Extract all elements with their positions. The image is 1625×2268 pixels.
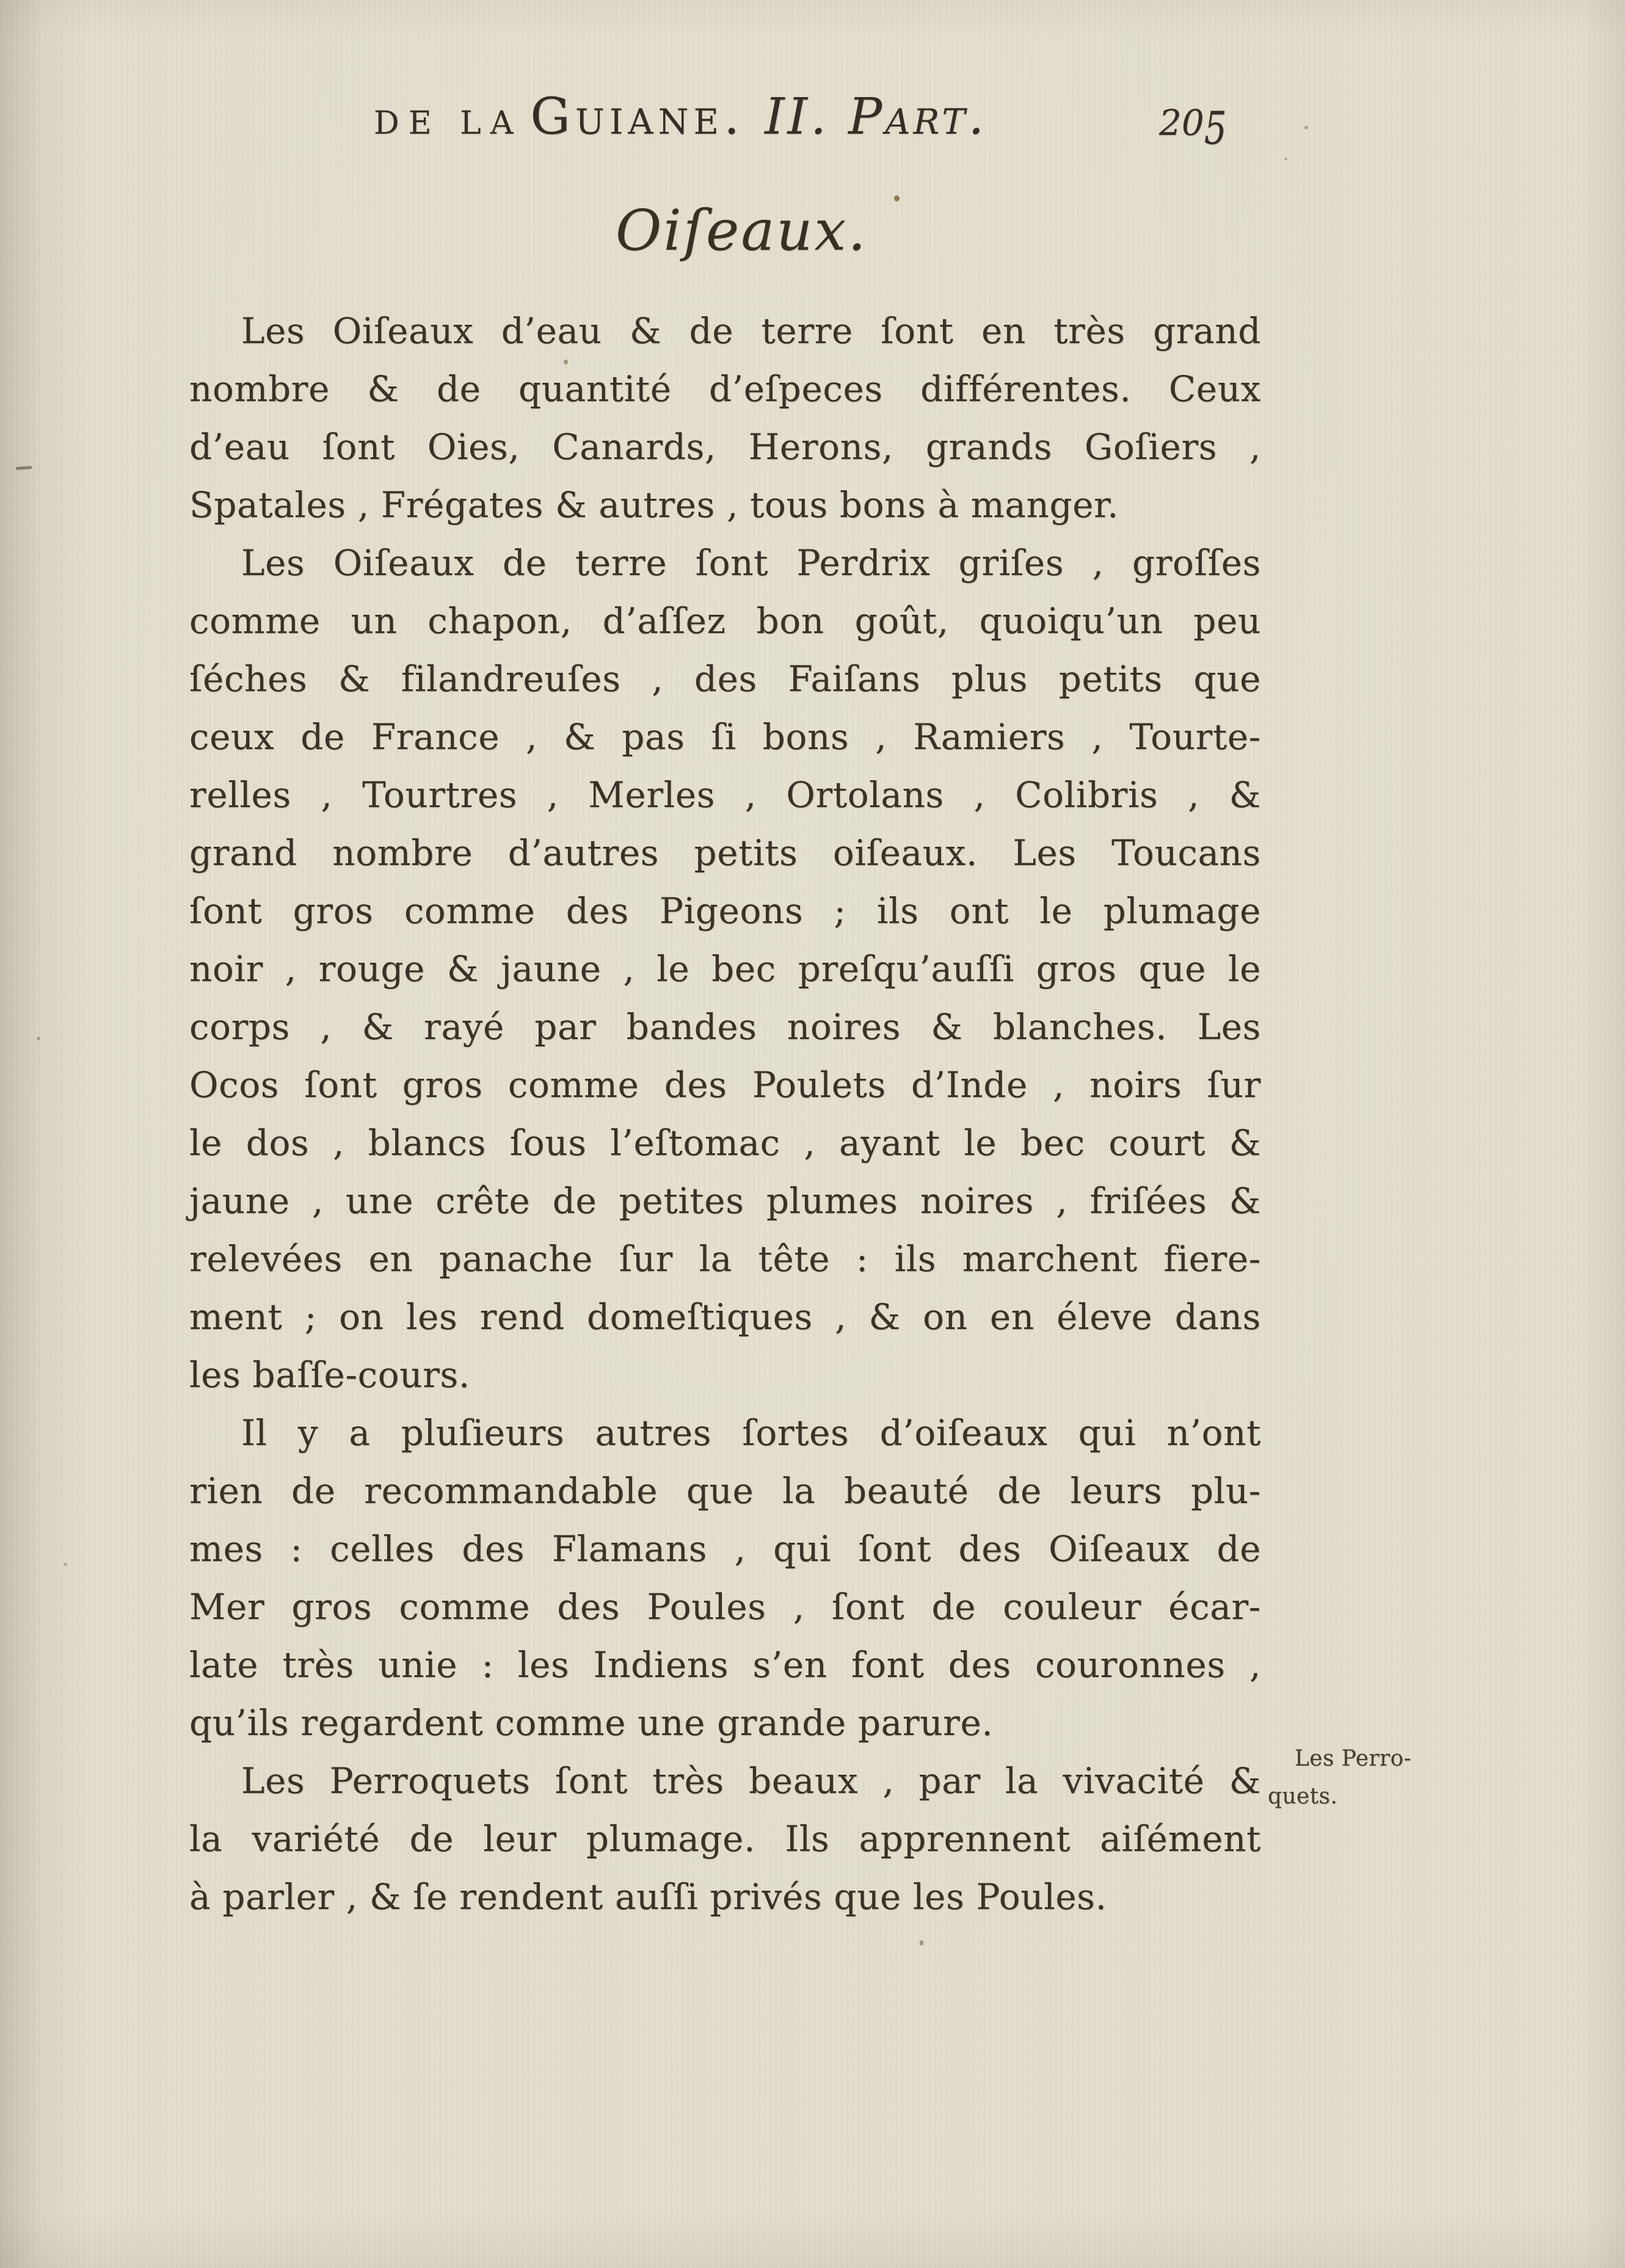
paper-speck: [64, 1563, 67, 1566]
text-line: relles , Tourtres , Merles , Ortolans , Colibris , &: [189, 774, 1261, 816]
text-line: ſont gros comme des Pigeons ; ils ont le plumage: [189, 890, 1261, 932]
text-line: Spatales , Frégates & autres , tous bons à manger.: [189, 484, 1119, 526]
text-line: ment ; on les rend domeſtiques , & on en éleve dans: [189, 1296, 1261, 1338]
text-line: d’eau ſont Oies, Canards, Herons, grands Goſiers ,: [189, 426, 1261, 468]
text-line: Les Oiſeaux d’eau & de terre ſont en très grand: [241, 310, 1261, 352]
paper-speck: [1284, 158, 1287, 161]
text-line: late très unie : les Indiens s’en font des couronnes ,: [189, 1644, 1261, 1686]
text-line: Ocos ſont gros comme des Poulets d’Inde , noirs ſur: [189, 1064, 1261, 1106]
running-title-part: II. Part.: [765, 88, 987, 146]
text-line: ceux de France , & pas ſi bons , Ramiers , Tourte-: [189, 716, 1261, 758]
running-title-main: Guiane.: [530, 88, 745, 146]
text-line: jaune , une crête de petites plumes noires , friſées &: [189, 1180, 1261, 1222]
paper-speck: [1304, 126, 1308, 129]
paper-speck: [16, 466, 32, 470]
margin-note: [1268, 1740, 1445, 1816]
running-head: [0, 87, 1625, 155]
paper-speck: [37, 1037, 40, 1040]
text-line: Les Oiſeaux de terre ſont Perdrix griſes , groſſes: [241, 542, 1261, 584]
running-title: [374, 87, 987, 161]
text-line: ſéches & filandreuſes , des Faiſans plus petits que: [189, 658, 1261, 700]
text-line: la variété de leur plumage. Ils apprennent aiſément: [189, 1818, 1261, 1860]
margin-note-line: Les Perro-: [1295, 1746, 1412, 1771]
page-number-tail: 5: [1204, 101, 1227, 155]
text-line: Mer gros comme des Poules , ſont de couleur écar-: [189, 1586, 1261, 1628]
section-title: Oiſeaux.: [616, 198, 868, 263]
page-number-base: 20: [1159, 102, 1204, 143]
page-number: [1159, 92, 1227, 153]
text-line: grand nombre d’autres petits oiſeaux. Les Toucans: [189, 832, 1261, 874]
text-line: mes : celles des Flamans , qui ſont des Oiſeaux de: [189, 1528, 1261, 1570]
paper-speck: [920, 1940, 923, 1946]
body-text: [189, 302, 1261, 1926]
margin-note-line: quets.: [1268, 1784, 1338, 1809]
text-line: qu’ils regardent comme une grande parure.: [189, 1702, 994, 1744]
text-line: nombre & de quantité d’eſpeces différentes. Ceux: [189, 368, 1261, 410]
text-line: le dos , blancs ſous l’eſtomac , ayant le bec court &: [189, 1122, 1261, 1164]
text-line: corps , & rayé par bandes noires & blanches. Les: [189, 1006, 1261, 1048]
paper-speck: [894, 195, 900, 201]
text-line: Les Perroquets ſont très beaux , par la vivacité &: [241, 1760, 1261, 1802]
text-line: relevées en panache ſur la tête : ils marchent fiere-: [189, 1238, 1261, 1280]
text-line: les baſſe-cours.: [189, 1354, 470, 1396]
text-line: rien de recommandable que la beauté de leurs plu-: [189, 1470, 1261, 1512]
text-line: noir , rouge & jaune , le bec preſqu’auſſi gros que le: [189, 948, 1261, 990]
running-title-lead: DE LA: [374, 105, 523, 142]
text-line: à parler , & ſe rendent auſſi privés que les Poules.: [189, 1876, 1107, 1918]
text-line: comme un chapon, d’aſſez bon goût, quoiqu’un peu: [189, 600, 1261, 642]
paper-speck: [564, 360, 568, 364]
text-line: Il y a pluſieurs autres ſortes d’oiſeaux qui n’ont: [241, 1412, 1261, 1454]
